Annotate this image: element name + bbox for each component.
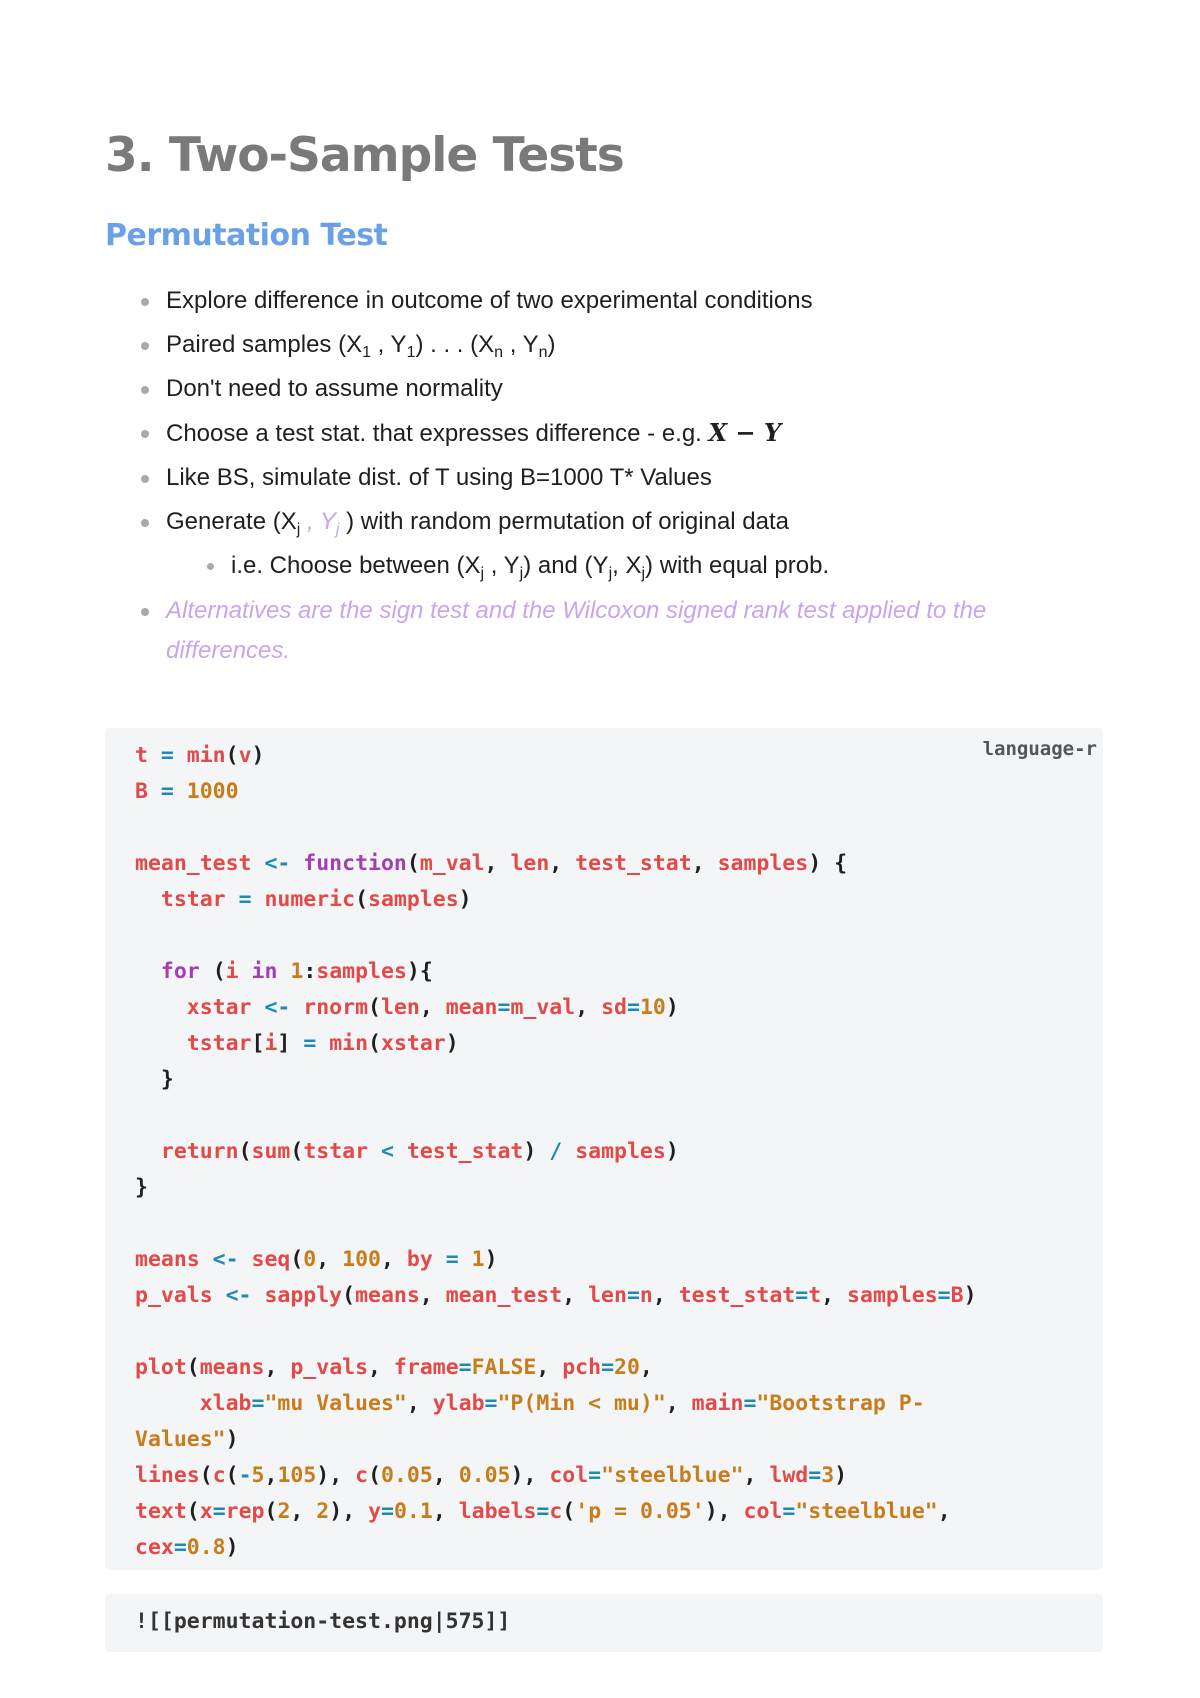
code-line: }	[135, 1067, 174, 1092]
math-expression: X − Y	[708, 418, 782, 447]
code-line: cex=0.8)	[135, 1535, 239, 1560]
code-line: text(x=rep(2, 2), y=0.1, labels=c('p = 0.05'), col="steelblue",	[135, 1499, 951, 1524]
code-line: for (i in 1:samples){	[160, 959, 433, 984]
list-item: Generate ($X_j$ , $Y_j$ ) with random permutation of original data	[105, 507, 1085, 537]
list-item: Paired samples ($X_1$ , $Y_1$) . . . ($X_n$ , $Y_n$)	[105, 330, 1085, 360]
list-item: Don't need to assume normality	[105, 374, 1085, 404]
code-line: xstar <- rnorm(len, mean=m_val, sd=10)	[135, 995, 679, 1020]
list-item: Like BS, simulate dist. of T using B=1000 T* Values	[105, 463, 1085, 493]
code-line: tstar[i] = min(xstar)	[135, 1031, 459, 1056]
code-line: tstar = numeric(samples)	[135, 887, 472, 912]
code-block[interactable]	[105, 728, 1103, 1570]
section-heading: Permutation Test	[105, 218, 388, 253]
image-embed-link[interactable]: ![[permutation-test.png|575]]	[135, 1609, 511, 1634]
code-line: return(sum(tstar < test_stat) / samples)	[135, 1139, 679, 1164]
code-line: Values")	[135, 1427, 239, 1452]
code-line: t = min(v)	[135, 743, 265, 768]
code-line: mean_test <- function(m_val, len, test_stat, samples) {	[135, 851, 848, 876]
sub-list-item: i.e. Choose between ($X_j$ , $Y_j$) and ($Y_j$, $X_j$) with equal prob.	[105, 551, 1085, 581]
image-embed-block[interactable]	[105, 1594, 1103, 1652]
code-line: }	[135, 1175, 148, 1200]
list-item: Choose a test stat. that expresses difference - e.g. X − Y	[105, 418, 1085, 449]
page-title: 3. Two-Sample Tests	[105, 128, 624, 183]
bullet-list	[105, 286, 1085, 685]
code-content[interactable]	[135, 738, 977, 1566]
list-item: Explore difference in outcome of two experimental conditions	[105, 286, 1085, 316]
code-line: p_vals <- sapply(means, mean_test, len=n, test_stat=t, samples=B)	[135, 1283, 977, 1308]
code-line: lines(c(-5,105), c(0.05, 0.05), col="steelblue", lwd=3)	[135, 1463, 848, 1488]
code-language-label: language-r	[982, 738, 1097, 760]
code-line: plot(means, p_vals, frame=FALSE, pch=20,	[135, 1355, 653, 1380]
list-item-highlighted: Alternatives are the sign test and the Wilcoxon signed rank test applied to the differences.	[105, 591, 1085, 671]
code-line: xlab="mu Values", ylab="P(Min < mu)", main="Bootstrap P-	[135, 1391, 925, 1416]
code-line: B = 1000	[135, 779, 239, 804]
code-line: means <- seq(0, 100, by = 1)	[135, 1247, 498, 1272]
